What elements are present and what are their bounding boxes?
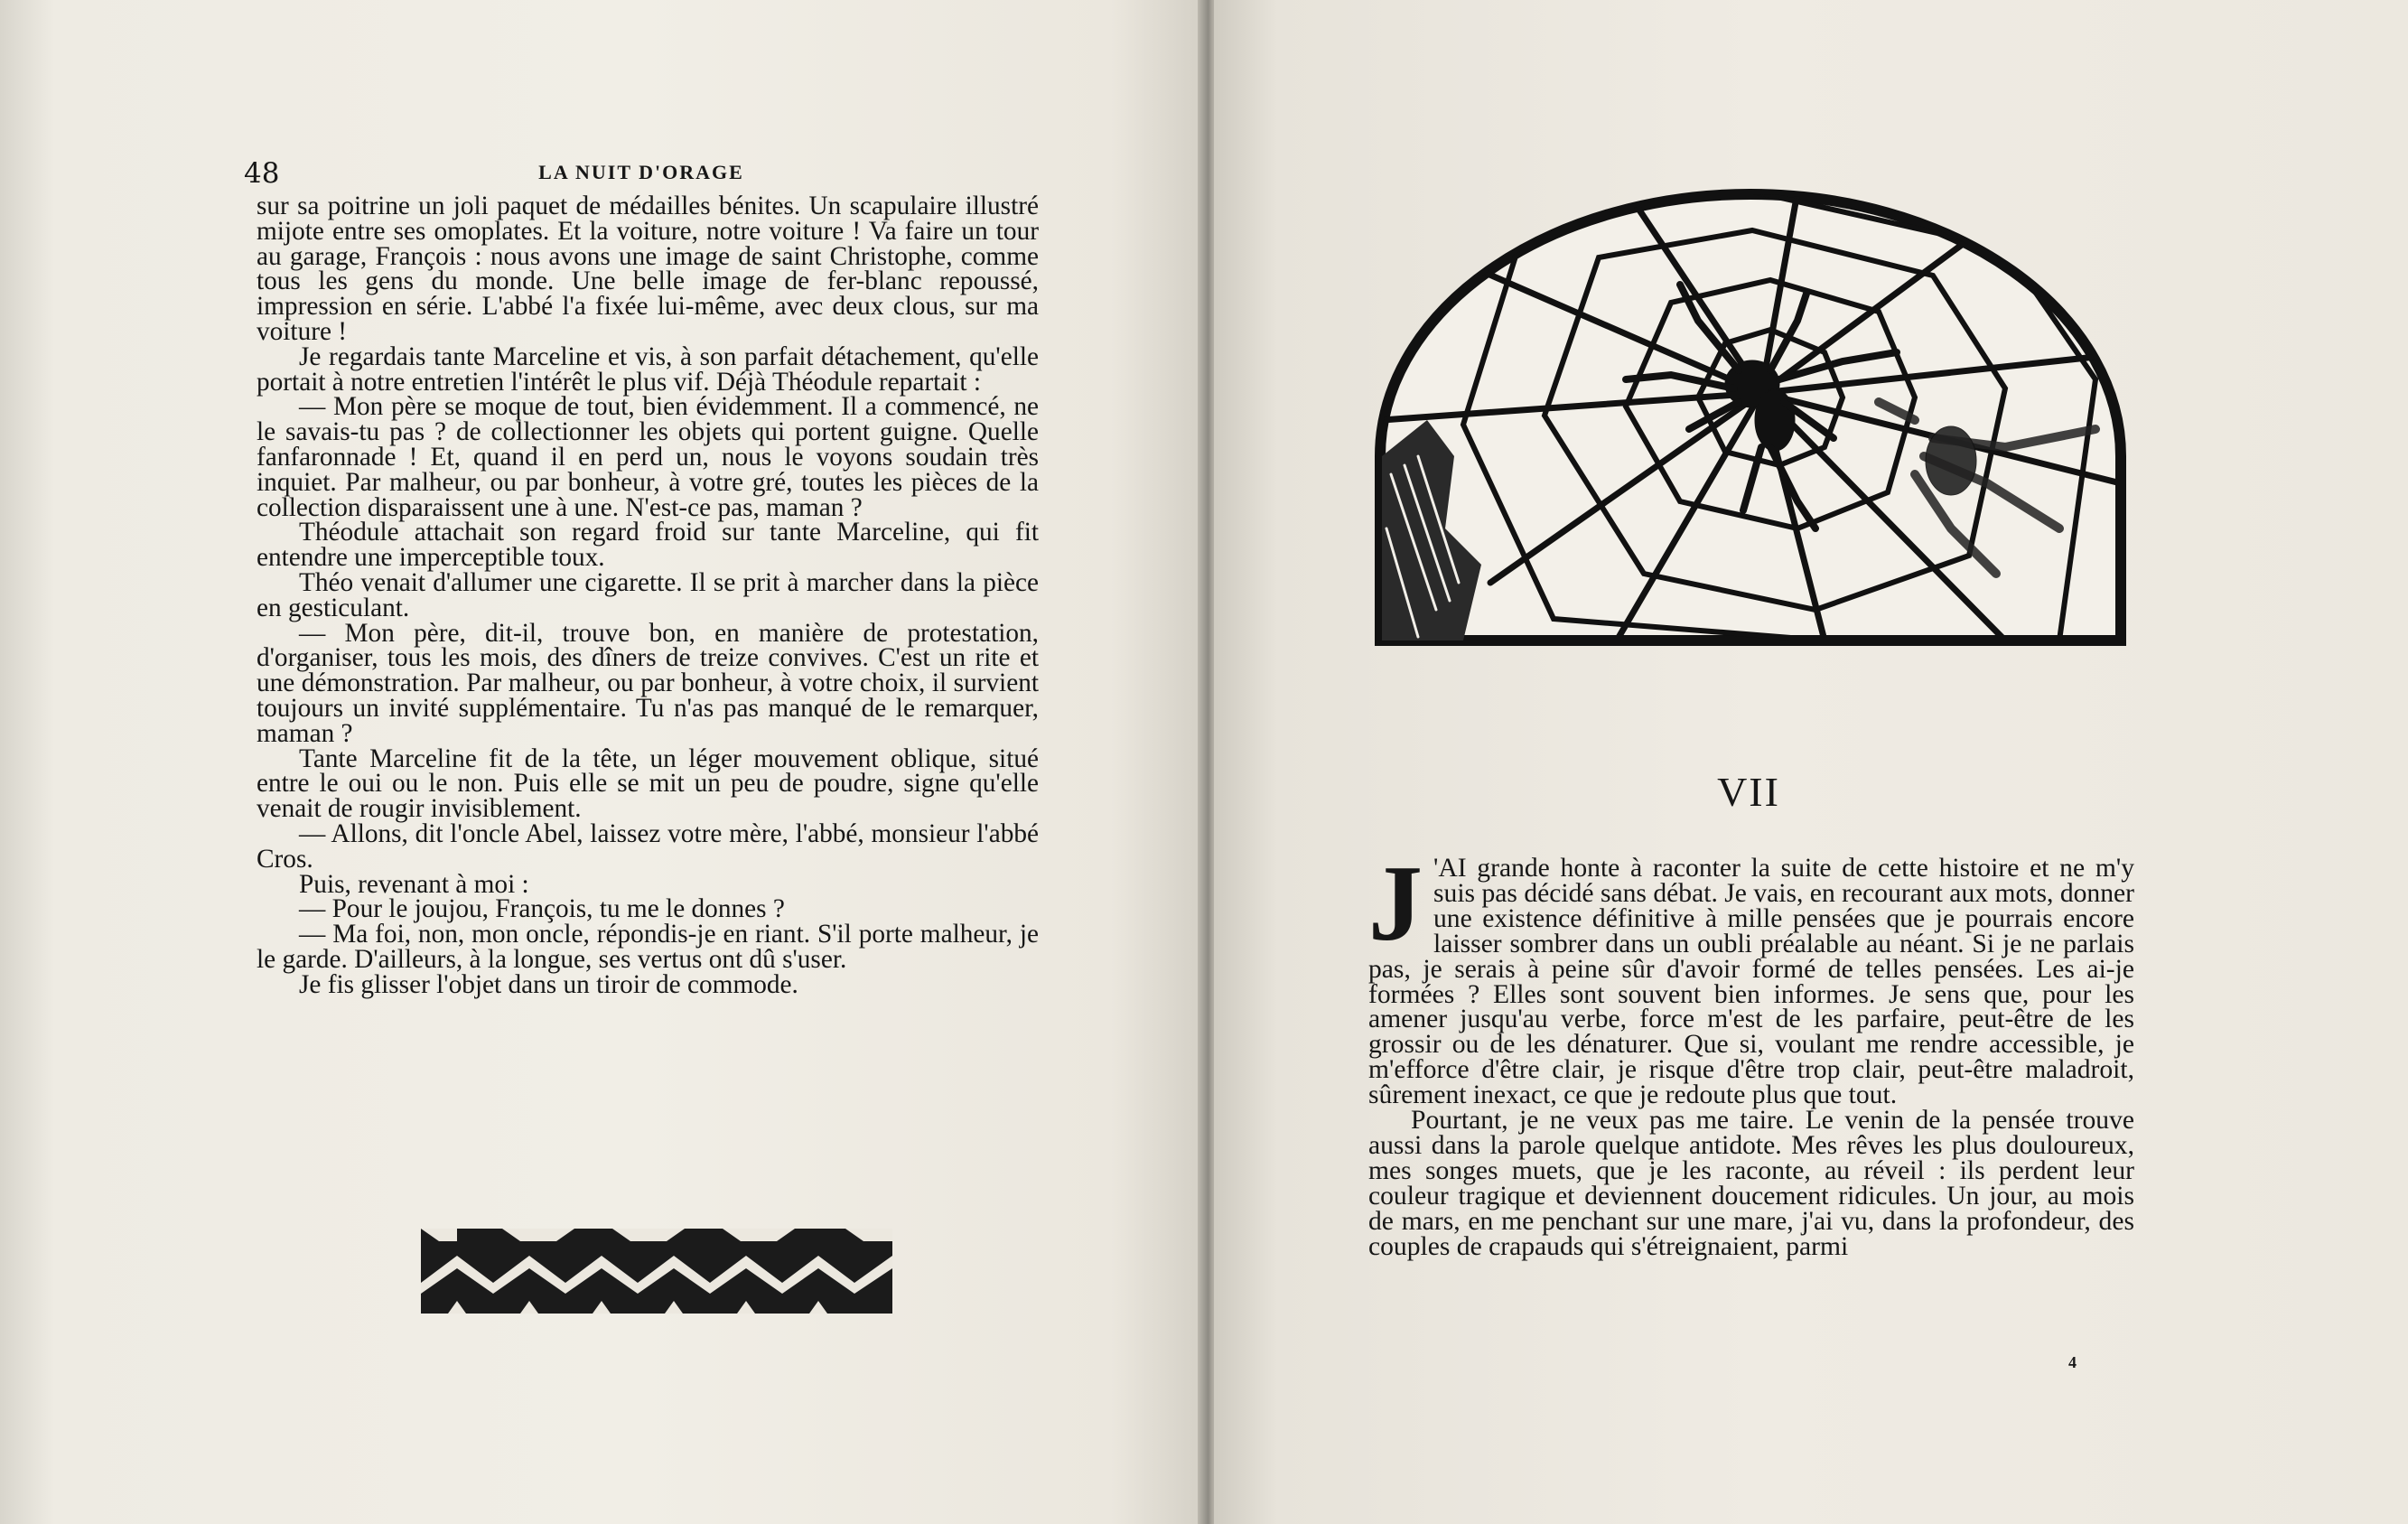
- paragraph: Théodule attachait son regard froid sur tante Marceline, qui fit entendre une imperceptible toux.: [257, 518, 1039, 573]
- lead-in: 'AI: [1433, 854, 1467, 883]
- running-head-title: LA NUIT D'ORAGE: [538, 161, 744, 183]
- paragraph-text: grande honte à raconter la suite de cette histoire et ne m'y suis pas décidé sans débat. Je vais, en recourant aux mots, donner une existence définitive à mille pensées que je pourrais encore laisser sombrer dans un oubli préalable au néant. Si je ne parlais pas, je serais à peine sûr d'avoir formé de telles pensées. Les ai-je formées ? Elles sont souvent bien informes. Je sens que, pour les amener jusqu'au verbe, force m'est de les parfaire, peut-être de les grossir ou de les dénaturer. Que si, voulant me rendre accessible, je m'efforce d'être clair, je risque d'être trop clair, peut-être maladroit, sûrement inexact, ce que je redoute plus que tout.: [1368, 854, 2134, 1110]
- chapter-text: [1368, 843, 2134, 1261]
- paragraph: Tante Marceline fit de la tête, un léger mouvement oblique, situé entre le oui ou le non. Puis elle se mit un peu de poudre, signe qu'elle venait de rougir invisiblement.: [257, 743, 1039, 824]
- paragraph: — Pour le joujou, François, tu me le donnes ?: [299, 894, 785, 924]
- chapter-title: VII: [1717, 769, 1780, 816]
- paragraph: — Allons, dit l'oncle Abel, laissez votre mère, l'abbé, monsieur l'abbé Cros.: [257, 818, 1039, 874]
- paragraph: Pourtant, je ne veux pas me taire. Le venin de la pensée trouve aussi dans la parole quelque antidote. Mes rêves les plus douloureux, mes songes muets, que je les raconte, au réveil : ils perdent leur couleur tragique et deviennent doucement ridicules. Un jour, au mois de mars, en me penchant sur une mare, j'ai vu, dans la profondeur, des couples de crapauds qui s'étreignaient, parmi: [1368, 1106, 2134, 1261]
- tailpiece-ornament-icon: [421, 1229, 892, 1314]
- page-number: 48: [244, 157, 280, 190]
- paragraph: — Mon père, dit-il, trouve bon, en manière de protestation, d'organiser, tous les mois, des dîners de treize convives. C'est un rite et une démonstration. Par malheur, ou par bonheur, à votre choix, il survient toujours un invité supplémentaire. Tu n'as pas manqué de le remarquer, maman ?: [257, 618, 1039, 748]
- paragraph: Puis, revenant à moi :: [299, 869, 529, 899]
- opening-paragraph: [1368, 843, 2134, 1110]
- drop-cap: J: [1368, 843, 1423, 963]
- paragraph: Théo venait d'allumer une cigarette. Il se prit à marcher dans la pièce en gesticulant.: [257, 567, 1039, 622]
- paragraph: — Ma foi, non, mon oncle, répondis-je en riant. S'il porte malheur, je le garde. D'ailleurs, à la longue, ses vertus ont dû s'user.: [257, 920, 1039, 974]
- paragraph: Je fis glisser l'objet dans un tiroir de commode.: [299, 969, 798, 999]
- paragraph: sur sa poitrine un joli paquet de médailles bénites. Un scapulaire illustré mijote entre ses omoplates. Et la voiture, notre voiture ! Va faire un tour au garage, François : nous avons une image de saint Christophe, comme tous les gens du monde. Une belle image de fer-blanc repoussé, impression en série. L'abbé l'a fixée lui-même, avec deux clous, sur ma voiture !: [257, 192, 1039, 346]
- running-head: [244, 152, 1039, 188]
- paragraph: Je regardais tante Marceline et vis, à son parfait détachement, qu'elle portait à notre entretien l'intérêt le plus vif. Déjà Théodule repartait :: [257, 341, 1039, 397]
- paragraph: — Mon père se moque de tout, bien évidemment. Il a commencé, ne le savais-tu pas ? de collectionner les objets qui portent guigne. Quelle fanfaronnade ! Et, quand il en perd un, nous le voyons soudain très inquiet. Par malheur, ou par bonheur, à votre gré, toutes les pièces de la collection disparaissent une à une. N'est-ce pas, maman ?: [257, 392, 1039, 522]
- signature-mark: 4: [2068, 1353, 2077, 1371]
- left-page-text: [257, 194, 1039, 998]
- spider-web-vignette-icon: [1373, 185, 2128, 648]
